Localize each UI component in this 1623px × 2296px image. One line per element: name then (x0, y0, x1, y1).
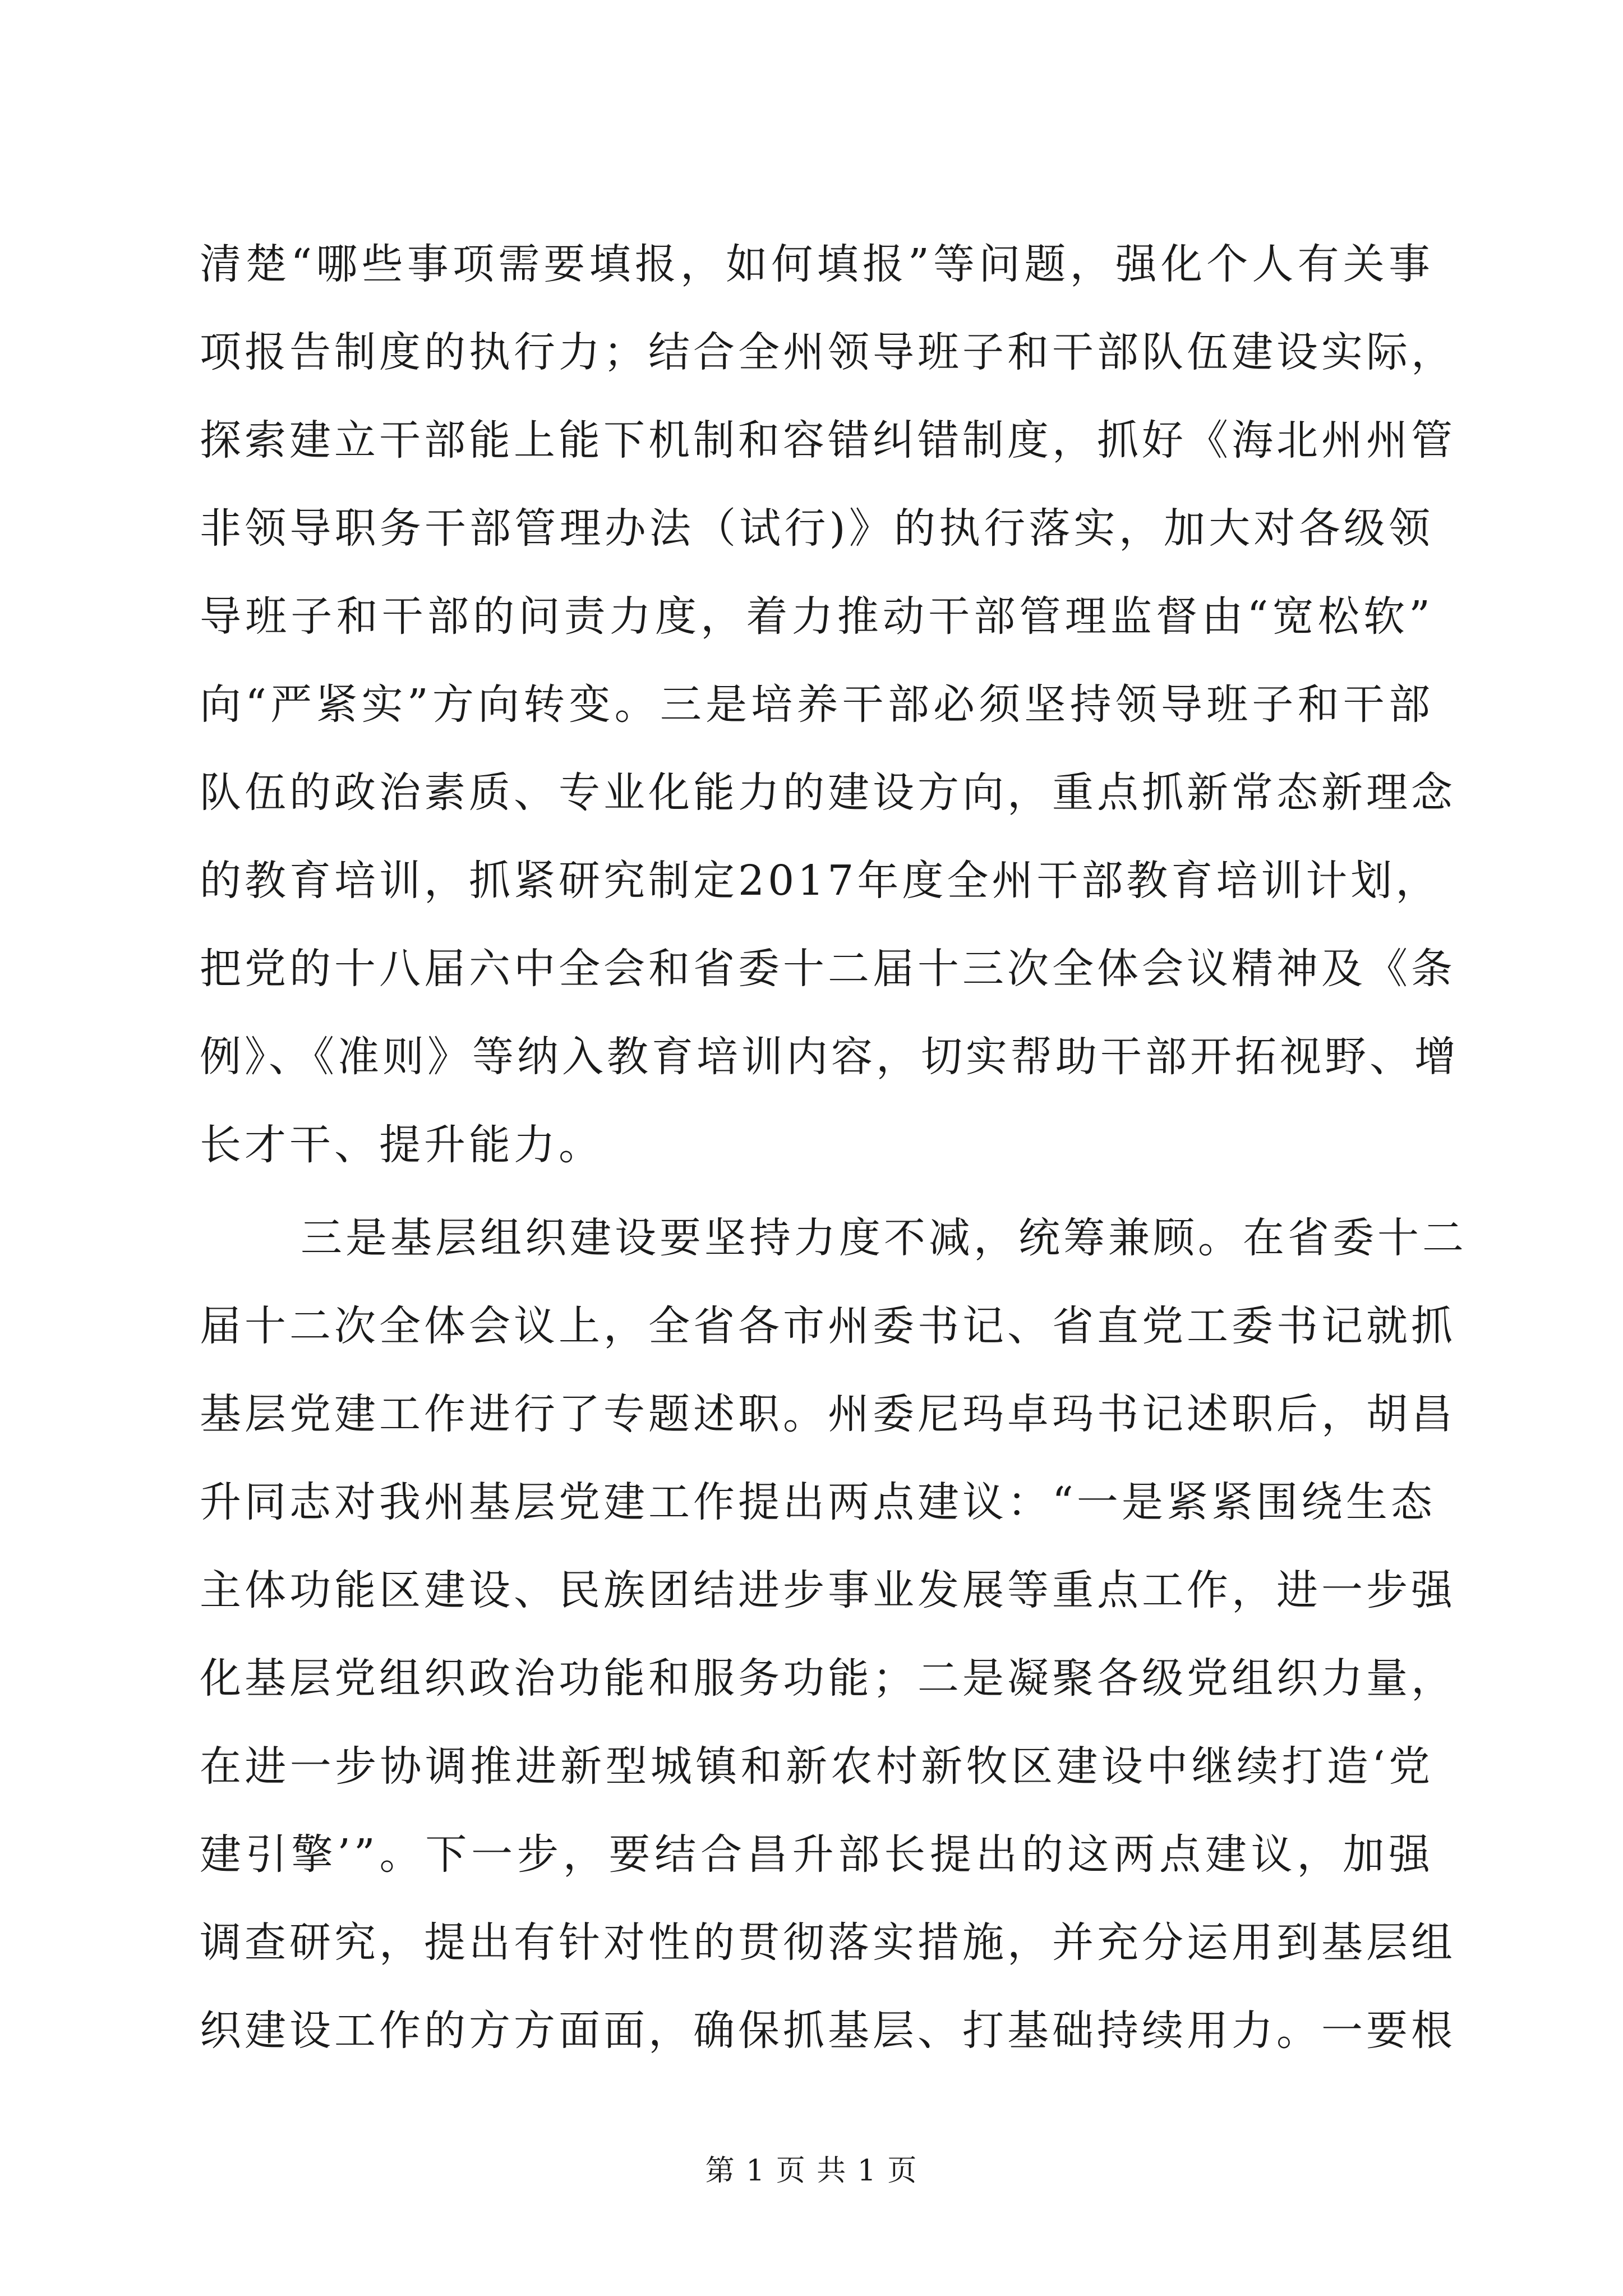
paragraph-2-line-3: 基层党建工作进行了专题述职。州委尼玛卓玛书记述职后，胡昌 (200, 1390, 1456, 1438)
paragraph-2-line-7: 在进一步协调推进新型城镇和新农村新牧区建设中继续打造‘党 (200, 1742, 1433, 1791)
paragraph-2-line-10: 织建设工作的方方面面，确保抓基层、打基础持续用力。一要根 (200, 2007, 1456, 2055)
paragraph-1-line-5: 导班子和干部的问责力度，着力推动干部管理监督由“宽松软” (200, 592, 1433, 641)
paragraph-1-line-11: 长才干、提升能力。 (200, 1121, 603, 1169)
paragraph-1-line-8: 的教育培训，抓紧研究制定2017年度全州干部教育培训计划， (200, 857, 1441, 905)
paragraph-2-line-5: 主体功能区建设、民族团结进步事业发展等重点工作，进一步强 (200, 1566, 1456, 1614)
paragraph-1-line-9: 把党的十八届六中全会和省委十二届十三次全体会议精神及《条 (200, 945, 1456, 993)
paragraph-1-line-6: 向“严紧实”方向转变。三是培养干部必须坚持领导班子和干部 (200, 680, 1433, 729)
page-footer: 第 1 页 共 1 页 (705, 2154, 918, 2188)
paragraph-2-line-6: 化基层党组织政治功能和服务功能；二是凝聚各级党组织力量， (200, 1654, 1456, 1703)
paragraph-1-line-2: 项报告制度的执行力；结合全州领导班子和干部队伍建设实际， (200, 328, 1456, 376)
paragraph-2-line-9: 调查研究，提出有针对性的贯彻落实措施，并充分运用到基层组 (200, 1918, 1456, 1967)
paragraph-1-line-7: 队伍的政治素质、专业化能力的建设方向，重点抓新常态新理念 (200, 769, 1456, 817)
paragraph-1-line-4: 非领导职务干部管理办法（试行)》的执行落实，加大对各级领 (200, 504, 1433, 553)
paragraph-1-line-3: 探索建立干部能上能下机制和容错纠错制度，抓好《海北州州管 (200, 416, 1456, 464)
paragraph-1-line-10: 例》、《准则》等纳入教育培训内容，切实帮助干部开拓视野、增 (200, 1033, 1459, 1081)
paragraph-2-line-2: 届十二次全体会议上，全省各市州委书记、省直党工委书记就抓 (200, 1302, 1456, 1350)
paragraph-2-line-1: 三是基层组织建设要坚持力度不减，统筹兼顾。在省委十二 (301, 1214, 1467, 1262)
paragraph-2-line-8: 建引擎’”。下一步，要结合昌升部长提出的这两点建议，加强 (200, 1830, 1433, 1879)
paragraph-2-line-4: 升同志对我州基层党建工作提出两点建议：“一是紧紧围绕生态 (200, 1478, 1436, 1526)
paragraph-1-line-1: 清楚“哪些事项需要填报，如何填报”等问题，强化个人有关事 (200, 240, 1433, 288)
